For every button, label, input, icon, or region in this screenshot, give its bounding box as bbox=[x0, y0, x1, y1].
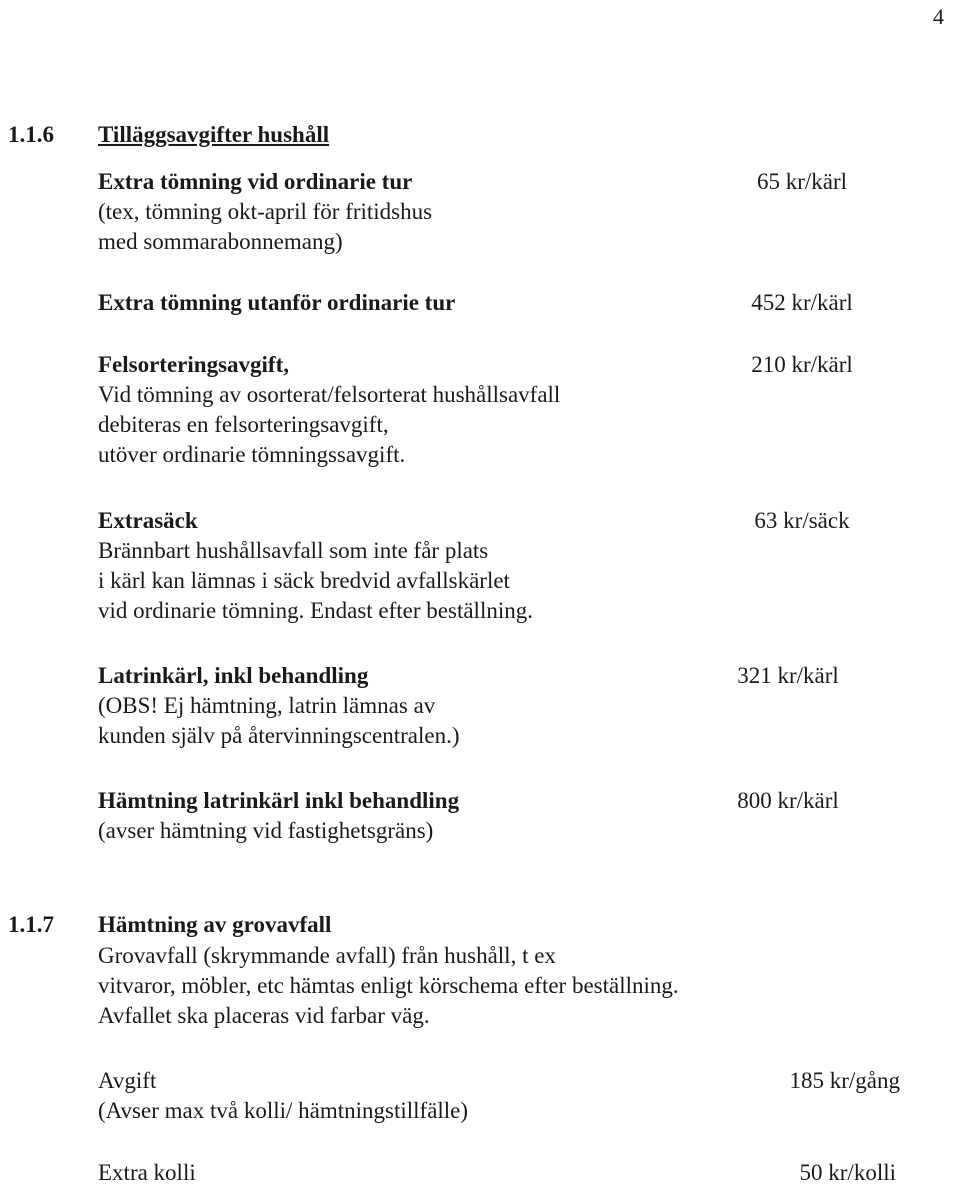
fee-heading: Extrasäck bbox=[98, 508, 198, 533]
description-line: Grovavfall (skrymmande avfall) från hushåll, t ex bbox=[98, 943, 556, 968]
fee-line: i kärl kan lämnas i säck bredvid avfallskärlet bbox=[98, 568, 510, 593]
description-line: Avfallet ska placeras vid farbar väg. bbox=[98, 1003, 430, 1028]
fee-label: Avgift bbox=[98, 1068, 157, 1093]
section-number-1: 1.1.6 bbox=[8, 122, 54, 147]
fee-line: vid ordinarie tömning. Endast efter beställning. bbox=[98, 598, 533, 623]
fee-heading: Hämtning latrinkärl inkl behandling bbox=[98, 788, 460, 813]
fee-heading: Extra tömning utanför ordinarie tur bbox=[98, 290, 456, 315]
grovavfall-description bbox=[98, 941, 679, 1031]
fee-line: Brännbart hushållsavfall som inte får plats bbox=[98, 538, 489, 563]
fee-line: (tex, tömning okt-april för fritidshus bbox=[98, 199, 433, 224]
fee-item-extra-kolli bbox=[98, 1158, 196, 1188]
fee-line: utöver ordinarie tömningssavgift. bbox=[98, 442, 406, 467]
fee-item-extrasack bbox=[98, 506, 533, 626]
fee-line: med sommarabonnemang) bbox=[98, 229, 343, 254]
fee-item-hamtning-latrin bbox=[98, 786, 459, 846]
page-number: 4 bbox=[933, 4, 944, 29]
section-number-2: 1.1.7 bbox=[8, 912, 54, 937]
description-line: vitvaror, möbler, etc hämtas enligt körschema efter beställning. bbox=[98, 973, 679, 998]
fee-line: (OBS! Ej hämtning, latrin lämnas av bbox=[98, 693, 436, 718]
fee-item-felsortering bbox=[98, 350, 560, 470]
fee-price: 452 kr/kärl bbox=[751, 290, 853, 315]
fee-item-avgift bbox=[98, 1066, 468, 1126]
fee-price: 185 kr/gång bbox=[789, 1068, 900, 1093]
fee-line: kunden själv på återvinningscentralen.) bbox=[98, 723, 460, 748]
fee-price: 63 kr/säck bbox=[754, 508, 850, 533]
section-title-1: Tilläggsavgifter hushåll bbox=[98, 122, 330, 147]
section-title-2: Hämtning av grovavfall bbox=[98, 912, 332, 937]
fee-price: 65 kr/kärl bbox=[756, 169, 848, 194]
fee-line: Vid tömning av osorterat/felsorterat hushållsavfall bbox=[98, 382, 561, 407]
fee-label: Extra kolli bbox=[98, 1160, 196, 1185]
fee-heading: Latrinkärl, inkl behandling bbox=[98, 663, 369, 688]
fee-heading: Felsorteringsavgift, bbox=[98, 352, 289, 377]
fee-price: 50 kr/kolli bbox=[799, 1160, 896, 1185]
fee-price: 321 kr/kärl bbox=[737, 663, 839, 688]
fee-price: 800 kr/kärl bbox=[737, 788, 839, 813]
fee-item-extra-utanfor bbox=[98, 288, 455, 318]
fee-heading: Extra tömning vid ordinarie tur bbox=[98, 169, 413, 194]
fee-line: debiteras en felsorteringsavgift, bbox=[98, 412, 389, 437]
fee-note: (Avser max två kolli/ hämtningstillfälle) bbox=[98, 1098, 469, 1123]
fee-price: 210 kr/kärl bbox=[751, 352, 853, 377]
fee-line: (avser hämtning vid fastighetsgräns) bbox=[98, 818, 434, 843]
fee-item-extra-tomning bbox=[98, 167, 432, 257]
fee-item-latrinkarl bbox=[98, 661, 460, 751]
